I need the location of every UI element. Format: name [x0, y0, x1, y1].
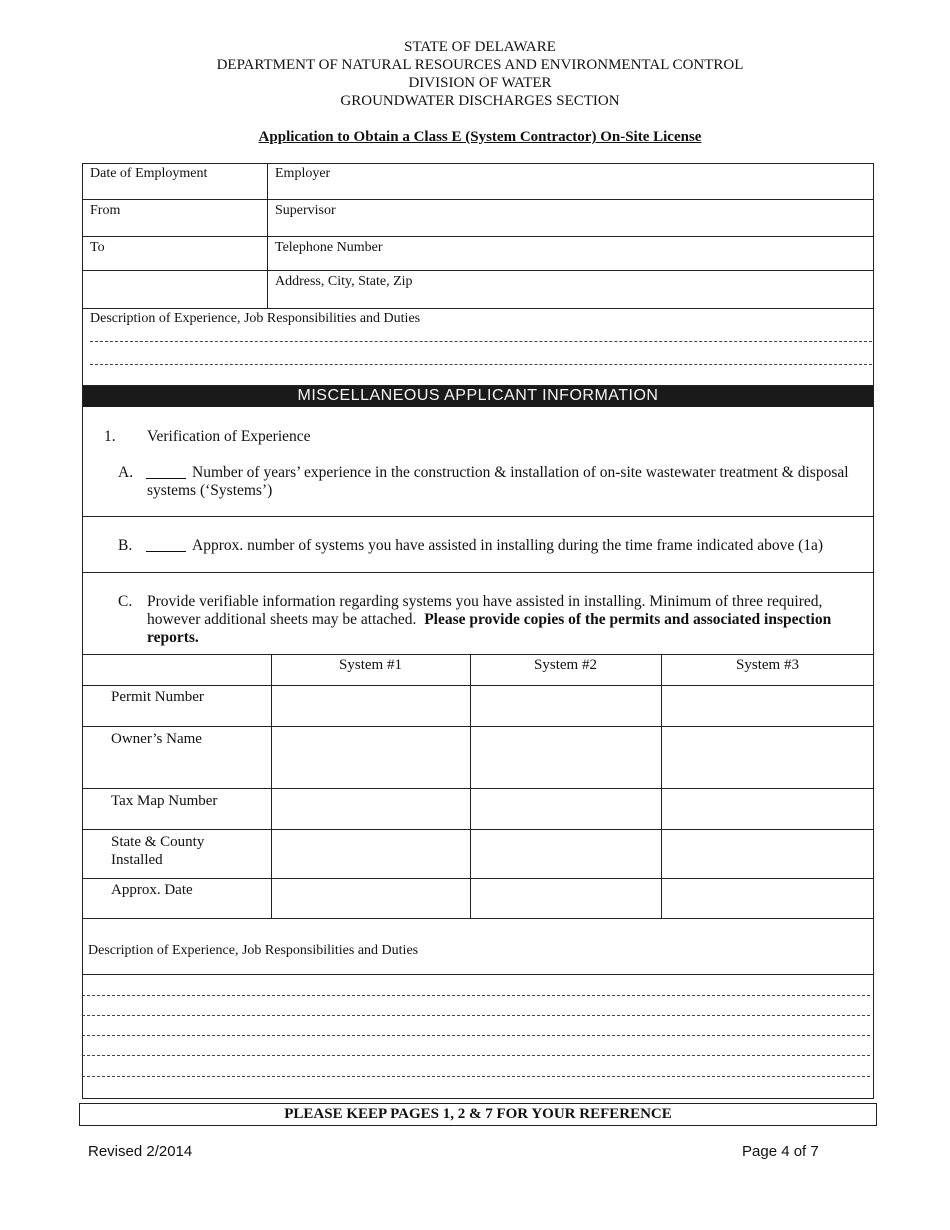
address-label: Address, City, State, Zip [275, 274, 413, 289]
header-department: DEPARTMENT OF NATURAL RESOURCES AND ENVIRONMENTAL CONTROL [216, 57, 744, 73]
page-title: Application to Obtain a Class E (System Contractor) On-Site License [258, 129, 702, 145]
description-line[interactable] [90, 341, 872, 342]
description-label-2: Description of Experience, Job Responsibilities and Duties [88, 943, 419, 958]
misc-info-banner: MISCELLANEOUS APPLICANT INFORMATION [82, 385, 874, 407]
a-text-cont: systems (‘Systems’) [147, 482, 273, 499]
header-state: STATE OF DELAWARE [404, 39, 556, 55]
header-section: GROUNDWATER DISCHARGES SECTION [340, 93, 620, 109]
permit-number-label: Permit Number [111, 689, 204, 705]
c-text-2: however additional sheets may be attached. Please provide copies of the permits and associated inspection [147, 611, 832, 628]
item-number: 1. [104, 428, 116, 445]
employment-section [82, 163, 874, 387]
tax-map-number-label: Tax Map Number [111, 793, 218, 809]
c-text-1: Provide verifiable information regarding systems you have assisted in installing. Minimum of three required, [147, 593, 823, 610]
to-label: To [90, 240, 105, 255]
header-division: DIVISION OF WATER [408, 75, 552, 91]
system-1-header: System #1 [339, 657, 402, 673]
owners-name-label: Owner’s Name [111, 731, 202, 747]
system-3-header: System #3 [736, 657, 799, 673]
date-of-employment-label: Date of Employment [90, 166, 208, 181]
approx-date-label: Approx. Date [111, 882, 193, 898]
telephone-label: Telephone Number [275, 240, 383, 255]
c-text-3: reports. [147, 629, 199, 646]
description-line[interactable] [82, 1055, 870, 1056]
employer-label: Employer [275, 166, 331, 181]
revised-date: Revised 2/2014 [88, 1143, 193, 1160]
description-line[interactable] [90, 364, 872, 365]
description-line[interactable] [82, 995, 870, 996]
a-label: A. [118, 464, 134, 481]
keep-pages-notice: PLEASE KEEP PAGES 1, 2 & 7 FOR YOUR REFERENCE [79, 1103, 877, 1126]
supervisor-label: Supervisor [275, 203, 336, 218]
from-label: From [90, 203, 121, 218]
system-2-header: System #2 [534, 657, 597, 673]
description-line[interactable] [82, 1035, 870, 1036]
question-b: Approx. number of systems you have assisted in installing during the time frame indicated above (1a) [146, 536, 823, 555]
c-label: C. [118, 593, 133, 610]
years-blank[interactable] [146, 478, 186, 479]
state-county-installed-label: State & County Installed [111, 834, 205, 868]
b-label: B. [118, 537, 133, 554]
page-number: Page 4 of 7 [742, 1143, 819, 1160]
description-line[interactable] [82, 1015, 870, 1016]
question-a: Number of years’ experience in the construction & installation of on-site wastewater treatment & disposal [146, 463, 849, 482]
description-label: Description of Experience, Job Responsibilities and Duties [90, 311, 421, 326]
description-line[interactable] [82, 1076, 870, 1077]
systems-count-blank[interactable] [146, 551, 186, 552]
item-title: Verification of Experience [147, 428, 311, 445]
